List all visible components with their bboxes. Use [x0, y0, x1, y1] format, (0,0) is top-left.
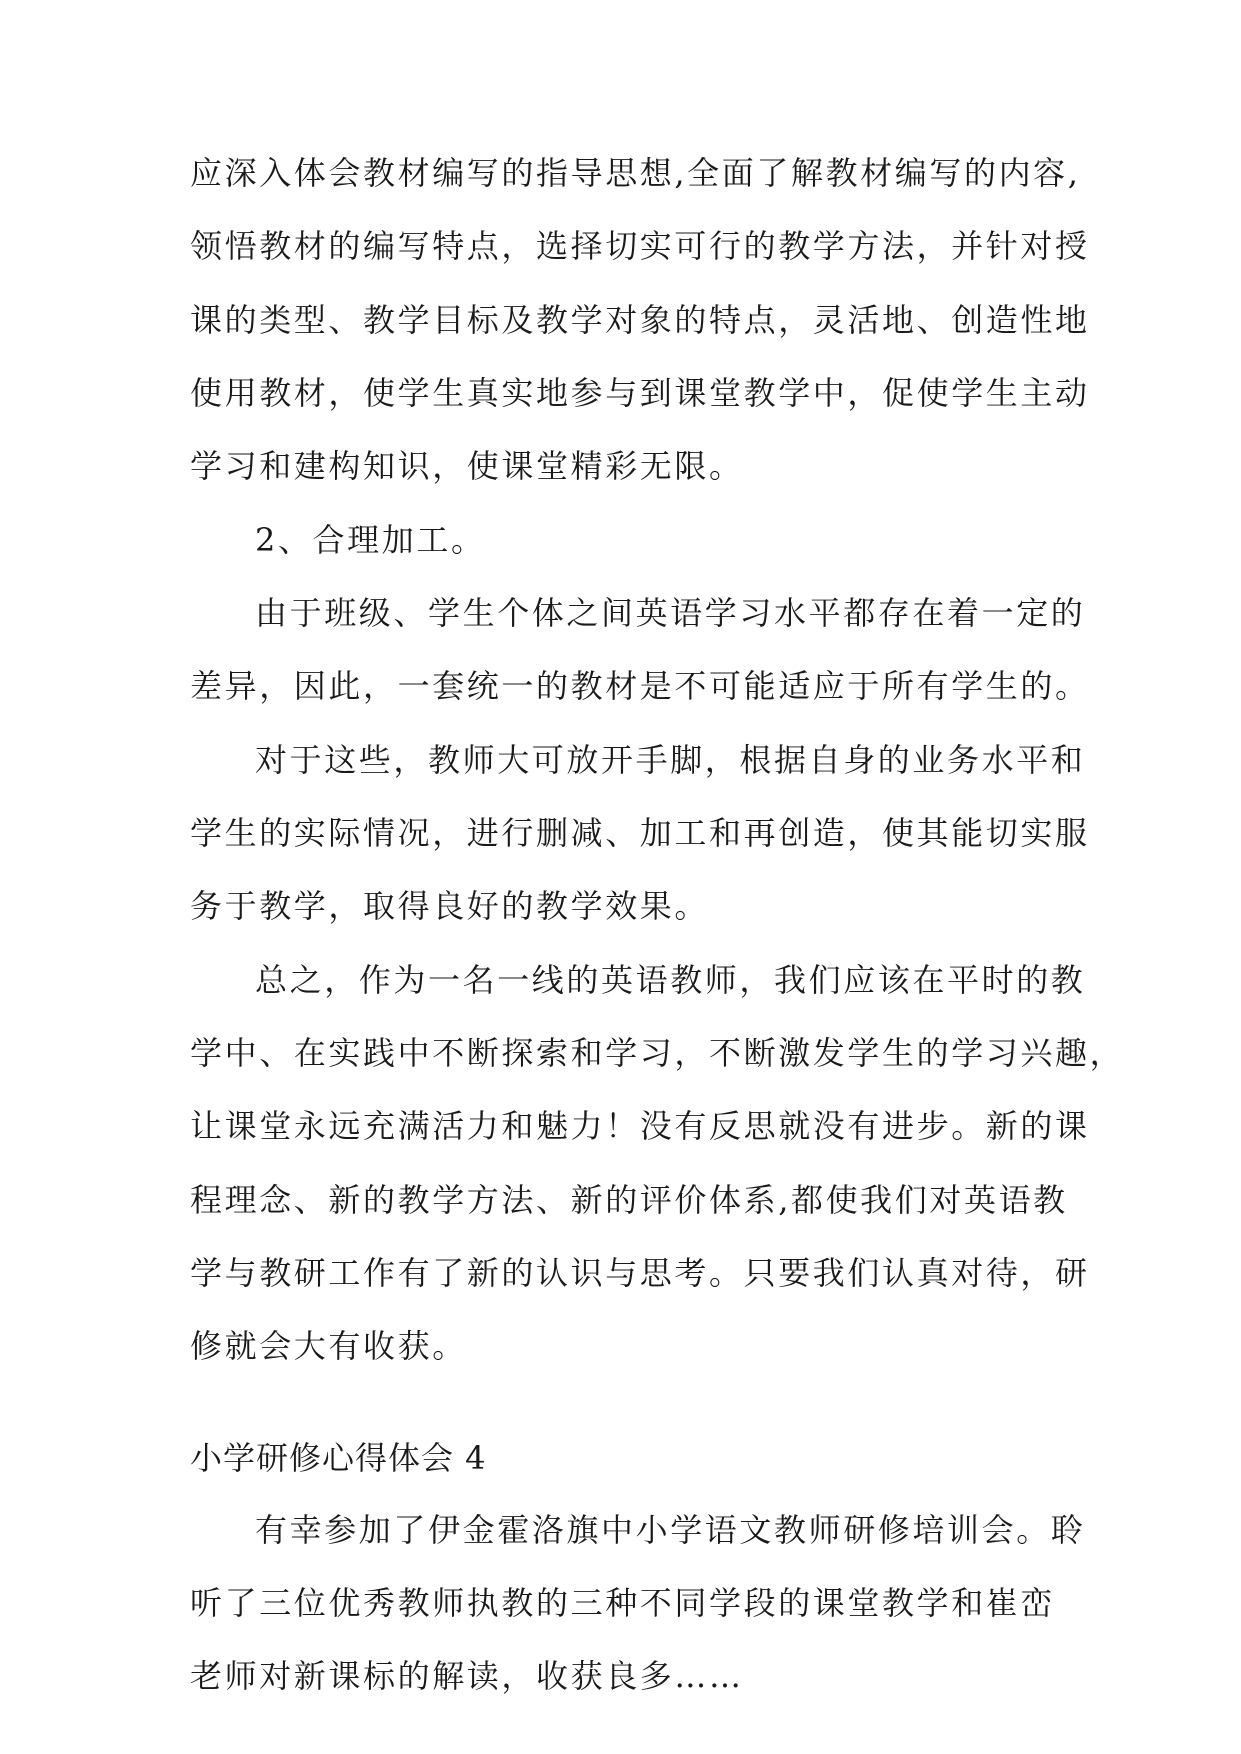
- paragraph-line: 学中、在实践中不断探索和学习，不断激发学生的学习兴趣，: [190, 1034, 1125, 1072]
- paragraph-line: 总之，作为一名一线的英语教师，我们应该在平时的教: [255, 961, 1086, 999]
- paragraph-line: 差异，因此，一套统一的教材是不可能适应于所有学生的。: [190, 667, 1090, 705]
- section-title: 小学研修心得体会 4: [190, 1439, 487, 1477]
- paragraph-line: 学习和建构知识，使课堂精彩无限。: [190, 447, 744, 485]
- paragraph-line: 修就会大有收获。: [190, 1327, 467, 1365]
- paragraph-line: 由于班级、学生个体之间英语学习水平都存在着一定的: [255, 594, 1086, 632]
- paragraph-line: 应深入体会教材编写的指导思想,全面了解教材编写的内容,: [190, 154, 1081, 192]
- paragraph-line: 使用教材，使学生真实地参与到课堂教学中，促使学生主动: [190, 374, 1090, 412]
- paragraph-line: 课的类型、教学目标及教学对象的特点，灵活地、创造性地: [190, 301, 1090, 339]
- paragraph-line: 学生的实际情况，进行删减、加工和再创造，使其能切实服: [190, 814, 1090, 852]
- paragraph-line: 领悟教材的编写特点，选择切实可行的教学方法，并针对授: [190, 227, 1090, 265]
- paragraph-line: 听了三位优秀教师执教的三种不同学段的课堂教学和崔峦: [190, 1584, 1056, 1622]
- paragraph-line: 老师对新课标的解读，收获良多……: [190, 1657, 744, 1695]
- paragraph-line: 程理念、新的教学方法、新的评价体系,都使我们对英语教: [190, 1181, 1068, 1219]
- paragraph-line: 对于这些，教师大可放开手脚，根据自身的业务水平和: [255, 741, 1086, 779]
- paragraph-line: 务于教学，取得良好的教学效果。: [190, 887, 710, 925]
- paragraph-line: 有幸参加了伊金霍洛旗中小学语文教师研修培训会。聆: [255, 1511, 1086, 1549]
- subheading-line: 2、合理加工。: [255, 521, 486, 559]
- paragraph-line: 让课堂永远充满活力和魅力！没有反思就没有进步。新的课: [190, 1107, 1090, 1145]
- paragraph-line: 学与教研工作有了新的认识与思考。只要我们认真对待，研: [190, 1254, 1090, 1292]
